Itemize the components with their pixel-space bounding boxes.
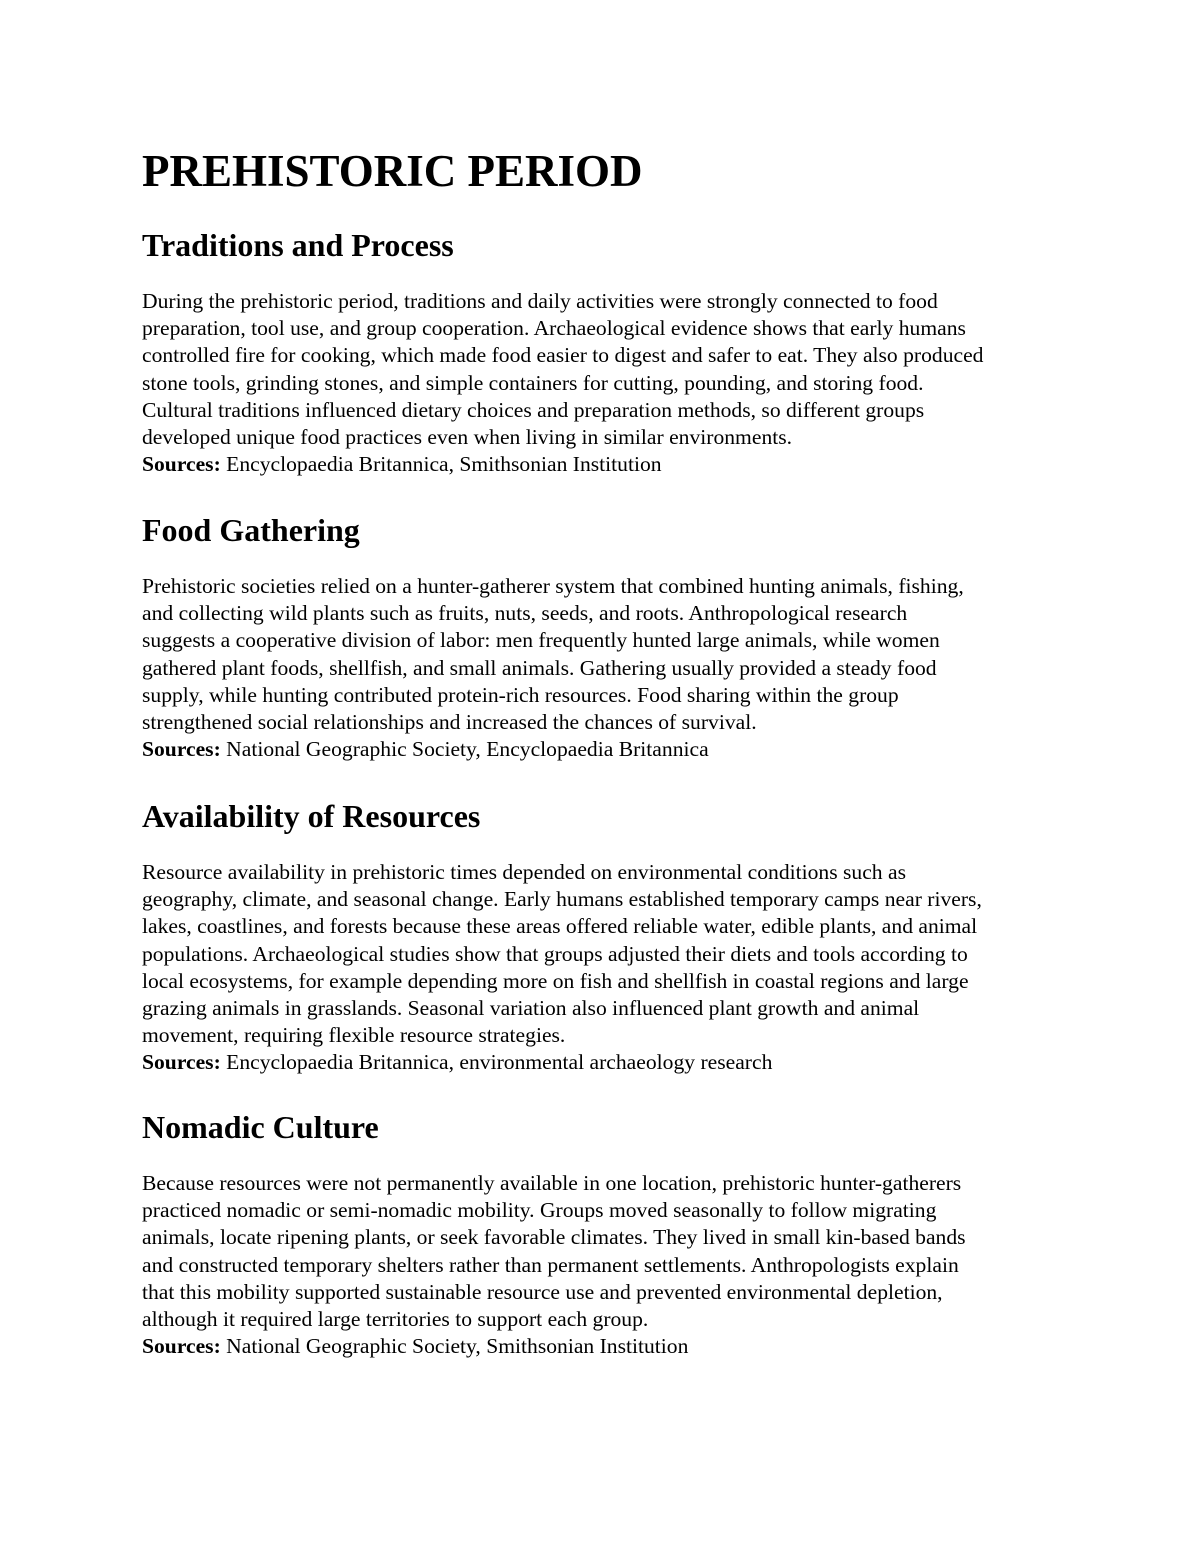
paragraph-line: movement, requiring flexible resource strategies. xyxy=(142,1023,566,1048)
paragraph-line: although it required large territories to support each group. xyxy=(142,1307,649,1332)
paragraph-line: Because resources were not permanently available in one location, prehistoric hunter-gatherers xyxy=(142,1171,962,1195)
section-paragraph xyxy=(142,1148,1067,1360)
section-heading: Traditions and Process xyxy=(142,227,454,263)
section-heading: Availability of Resources xyxy=(142,798,481,834)
sources-label: Sources: xyxy=(142,452,221,477)
section-traditions-and-process xyxy=(142,224,1067,478)
section-paragraph xyxy=(142,837,1067,1077)
paragraph-line: that this mobility supported sustainable resource use and prevented environmental depletion, xyxy=(142,1279,943,1304)
sources-line xyxy=(142,1333,1067,1360)
paragraph-line: and collecting wild plants such as fruits, nuts, seeds, and roots. Anthropological research xyxy=(142,601,908,626)
paragraph-line: geography, climate, and seasonal change. Early humans established temporary camps near rivers, xyxy=(142,887,982,912)
paragraph-line: gathered plant foods, shellfish, and small animals. Gathering usually provided a steady food xyxy=(142,655,937,680)
paragraph-line: lakes, coastlines, and forests because these areas offered reliable water, edible plants, and animal xyxy=(142,914,978,939)
paragraph-line: Resource availability in prehistoric times depended on environmental conditions such as xyxy=(142,860,906,884)
paragraph-line: strengthened social relationships and increased the chances of survival. xyxy=(142,710,757,735)
section-paragraph xyxy=(142,551,1067,763)
paragraph-line: animals, locate ripening plants, or seek favorable climates. They lived in small kin-based bands xyxy=(142,1225,966,1250)
paragraph-line: stone tools, grinding stones, and simple containers for cutting, pounding, and storing food. xyxy=(142,370,924,395)
paragraph-line: Cultural traditions influenced dietary choices and preparation methods, so different groups xyxy=(142,397,925,422)
section-heading: Food Gathering xyxy=(142,512,360,548)
paragraph-line: preparation, tool use, and group cooperation. Archaeological evidence shows that early humans xyxy=(142,316,966,341)
paragraph-line: Prehistoric societies relied on a hunter-gatherer system that combined hunting animals, fishing, xyxy=(142,574,964,598)
paragraph-line: practiced nomadic or semi-nomadic mobility. Groups moved seasonally to follow migrating xyxy=(142,1198,937,1223)
paragraph-line: supply, while hunting contributed protein-rich resources. Food sharing within the group xyxy=(142,682,899,707)
paragraph-line: suggests a cooperative division of labor: men frequently hunted large animals, while women xyxy=(142,628,940,653)
sources-label: Sources: xyxy=(142,1050,221,1075)
sources-line xyxy=(142,1049,1067,1076)
section-availability-of-resources xyxy=(142,795,1067,1077)
paragraph-line: and constructed temporary shelters rather than permanent settlements. Anthropologists explain xyxy=(142,1252,959,1277)
sources-text: Encyclopaedia Britannica, Smithsonian Institution xyxy=(220,452,662,477)
sources-label: Sources: xyxy=(142,737,221,762)
sources-text: Encyclopaedia Britannica, environmental archaeology research xyxy=(220,1050,773,1075)
paragraph-line: controlled fire for cooking, which made food easier to digest and safer to eat. They also produced xyxy=(142,343,984,368)
paragraph-line: populations. Archaeological studies show that groups adjusted their diets and tools according to xyxy=(142,941,968,966)
sources-line xyxy=(142,451,1067,478)
sources-text: National Geographic Society, Encyclopaedia Britannica xyxy=(220,737,709,762)
paragraph-line: local ecosystems, for example depending more on fish and shellfish in coastal regions and large xyxy=(142,968,969,993)
paragraph-line: During the prehistoric period, traditions and daily activities were strongly connected to food xyxy=(142,289,938,313)
section-paragraph xyxy=(142,266,1067,478)
sources-label: Sources: xyxy=(142,1334,221,1359)
paragraph-line: developed unique food practices even when living in similar environments. xyxy=(142,425,793,450)
paragraph-line: grazing animals in grasslands. Seasonal variation also influenced plant growth and animal xyxy=(142,996,920,1021)
sources-line xyxy=(142,736,1067,763)
sources-text: National Geographic Society, Smithsonian Institution xyxy=(220,1334,689,1359)
document-title: PREHISTORIC PERIOD xyxy=(142,146,643,196)
section-food-gathering xyxy=(142,509,1067,763)
section-heading: Nomadic Culture xyxy=(142,1109,379,1145)
section-nomadic-culture xyxy=(142,1106,1067,1360)
